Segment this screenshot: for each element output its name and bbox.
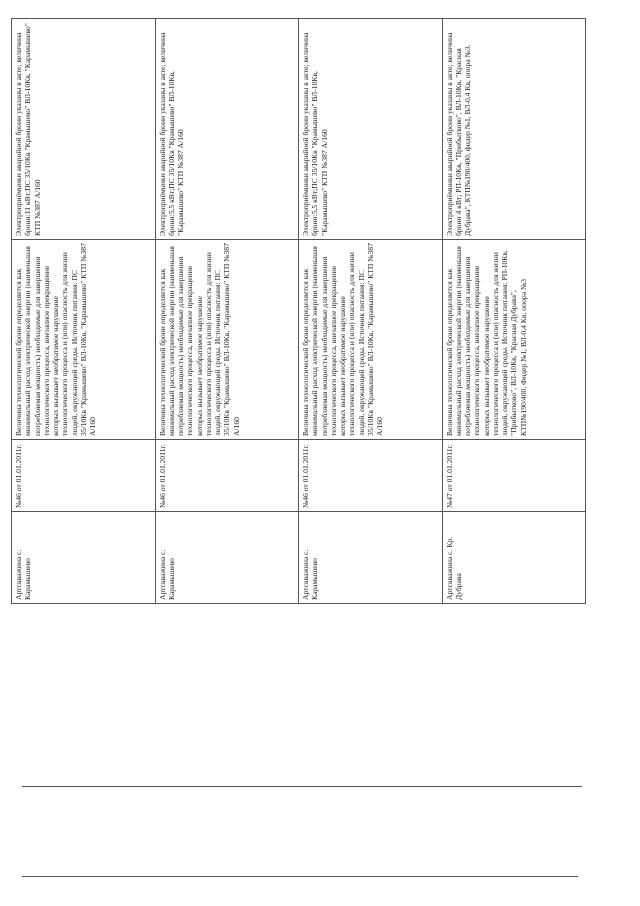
reservation-table <box>11 18 586 604</box>
emergency-cell: Электроприёмники аварийной брони указаны в акте; величина брони:5,5 кВт;ПС 35/10Кв "Крамышево" ВЛ-10Кв, "Карамышево" КТП №387 А/160 <box>299 19 443 240</box>
table-row <box>442 19 586 604</box>
emergency-cell: Электроприёмники аварийной брони указаны в акте; величина брони 4 кВт; РП-10Кв, "Прибытково", ВЛ-10Кв, "Красная Дубрава", КТП№190/400, фидер №1, ВЛ-0,4 Кв, опора №3. <box>442 19 586 240</box>
description-cell: Величина технологической брони определяется как минимальный расход электрической энергии (наименьшая потребляемая мощность) необходимые для завершения технологического процесса, внезапное прекращение которых вызывает необратимое нарушение технологического процесса и (или) опасность для жизни людей, окружающей среды. Источник питания: ПС 35/10Кв "Крамышево" ВЛ-10Кв, "Карамышево" КТП №387 А/160 <box>12 240 156 440</box>
emergency-cell: Электроприёмники аварийной брони указаны в акте; величина брони:5,5 кВт;ПС 35/10Кв "Крамышево" ВЛ-10Кв, "Карамышево" КТП №387 А/160 <box>155 19 299 240</box>
emergency-cell: Электроприёмники аварийной брони указаны в акте; величина брони:11 кВт;ПС 35/10Кв "Крамышево" ВЛ-10Кв, "Карамышево" КТП №387 А/160 <box>12 19 156 240</box>
description-cell: Величина технологической брони определяется как минимальный расход электрической энергии (наименьшая потребляемая мощность) необходимые для завершения технологического процесса, внезапное прекращение которых вызывает необратимое нарушение технологического процесса и (или) опасность для жизни людей, окружающей среды. Источник питания: РП-10Кв, "Прибытково", ВЛ-10Кв, "Красная Дубрава", КТП№190/400, Фидер №1, ВЛ-0,4 Кв, опора №3 <box>442 240 586 440</box>
object-cell: Артскважина с. Карамышево <box>12 512 156 604</box>
divider-line <box>22 876 578 877</box>
description-cell: Величина технологической брони определяется как минимальный расход электрической энергии (наименьшая потребляемая мощность) необходимые для завершения технологического процесса, внезапное прекращение которых вызывает необратимое нарушение технологического процесса и (или) опасность для жизни людей, окружающей среды. Источник питания: ПС 35/10Кв "Крамышево" ВЛ-10Кв, "Карамышево" КТП №387 А/160 <box>299 240 443 440</box>
act-cell: №47 от 01.01.2011г. <box>442 440 586 512</box>
act-cell: №46 от 01.01.2011г. <box>299 440 443 512</box>
rotated-table-container <box>11 19 596 604</box>
description-cell: Величина технологической брони определяется как минимальный расход электрической энергии (наименьшая потребляемая мощность) необходимые для завершения технологического процесса, внезапное прекращение которых вызывает необратимое нарушение технологического процесса и (или) опасность для жизни людей, окружающей среды. Источник питания: ПС 35/10Кв "Крамышево" ВЛ-10Кв, "Карамышево" КТП №387 А/160 <box>155 240 299 440</box>
table-row <box>12 19 156 604</box>
object-cell: Артскважина с. Кр. Дубрава <box>442 512 586 604</box>
table-row <box>155 19 299 604</box>
table-row <box>299 19 443 604</box>
divider-line <box>22 786 582 787</box>
object-cell: Артскважина с. Карамышево <box>299 512 443 604</box>
act-cell: №46 от 01.01.2011г. <box>155 440 299 512</box>
object-cell: Артскважина с. Карамышево <box>155 512 299 604</box>
act-cell: №46 от 01.01.2011г. <box>12 440 156 512</box>
